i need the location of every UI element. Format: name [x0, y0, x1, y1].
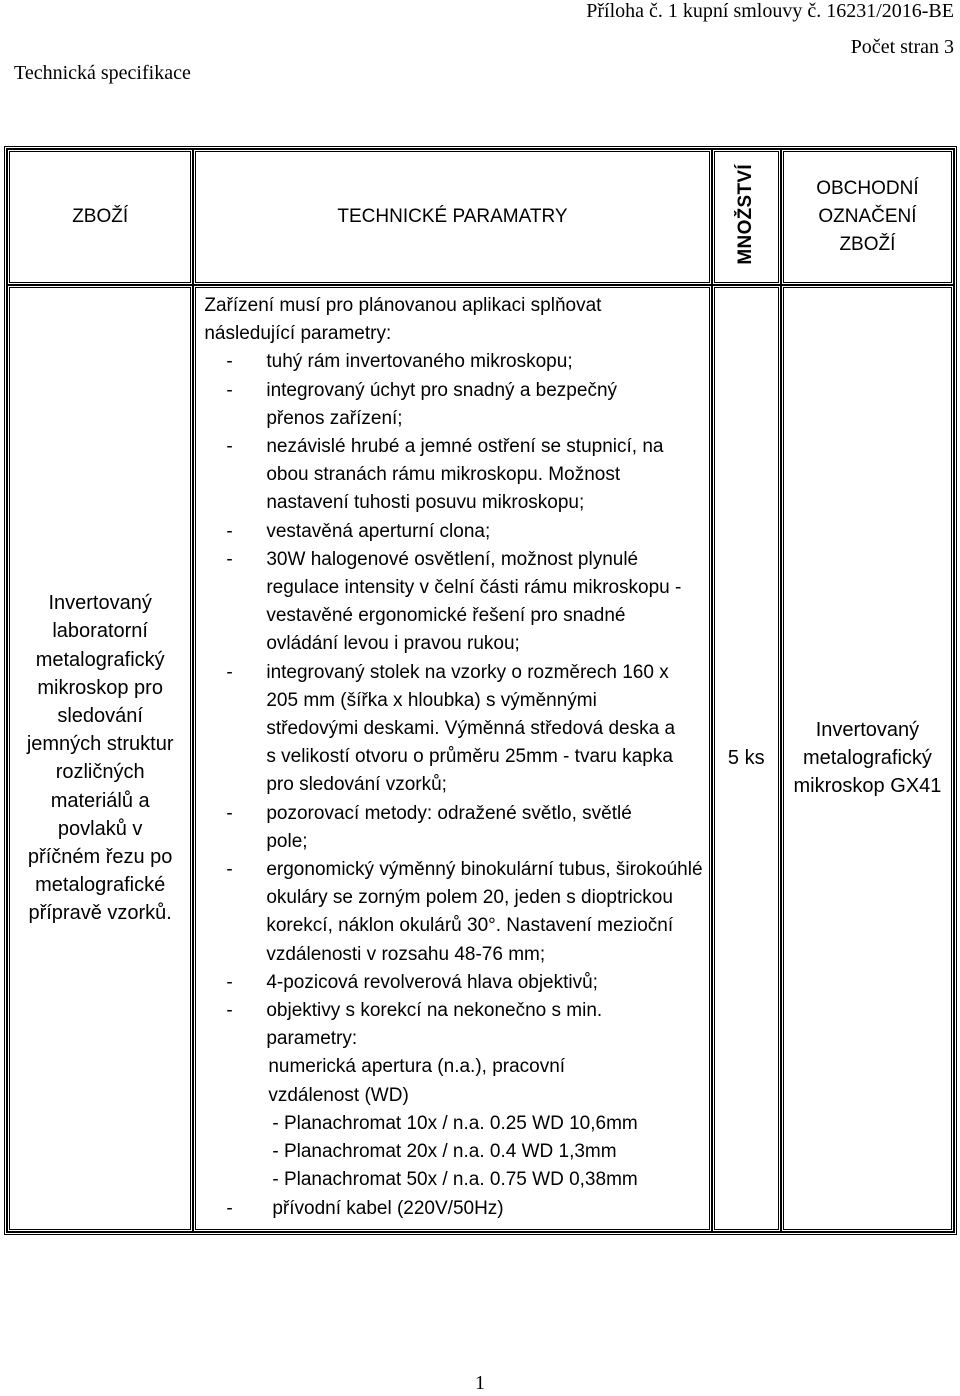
- objectives-note: numerická apertura (n.a.), pracovní vzdálenost (WD): [268, 1056, 566, 1106]
- table-row: [7, 285, 954, 1232]
- list-item: - vestavěná aperturní clona;: [226, 520, 491, 542]
- quantity: [712, 285, 781, 1232]
- quantity-value: 5 ks: [727, 746, 765, 769]
- list-item: - tuhý rám invertovaného mikroskopu;: [226, 351, 573, 373]
- list-item: - ergonomický výměnný binokulární tubus, širokoúhlé okuláry se zorným polem 20, jeden s dioptrickou korekcí, náklon okulárů 30°. Nastavení mezioční vzdálenosti v rozsahu 48-76 mm;: [226, 859, 703, 965]
- specification-table: [4, 146, 957, 1235]
- list-item: - integrovaný stolek na vzorky o rozměrech 160 x 205 mm (šířka x hloubka) s výměnnými středovými deskami. Výměnná středová deska a s velikostí otvoru o průměru 25mm - tvaru kapka pro sledování vzorků;: [226, 661, 676, 796]
- header-goods-label: ZBOŽÍ: [72, 206, 129, 227]
- list-item: - 30W halogenové osvětlení, možnost plynulé regulace intensity v čelní části rámu mikroskopu - vestavěné ergonomické řešení pro snadné ovládání levou i pravou rukou;: [226, 548, 682, 655]
- header-params-label: TECHNICKÉ PARAMATRY: [337, 206, 568, 227]
- goods-description-text: Invertovaný laboratorní metalografický mikroskop pro sledování jemných struktur rozličných materiálů a povlaků v příčném řezu po metalografické přípravě vzorků.: [26, 592, 174, 925]
- goods-description: [7, 285, 193, 1232]
- list-item: - nezávislé hrubé a jemné ostření se stupnicí, na obou stranách rámu mikroskopu. Možnost nastavení tuhosti posuvu mikroskopu;: [226, 436, 664, 514]
- list-item: - přívodní kabel (220V/50Hz): [226, 1197, 504, 1219]
- list-item: - integrovaný úchyt pro snadný a bezpečný přenos zařízení;: [226, 379, 618, 429]
- list-item: - 4-pozicová revolverová hlava objektivů;: [226, 971, 598, 993]
- header-quantity: [712, 149, 781, 285]
- table-header-row: [7, 149, 954, 285]
- trade-name: [781, 285, 954, 1232]
- document-title: Technická specifikace: [14, 62, 191, 84]
- objective-spec: - Planachromat 20x / n.a. 0.4 WD 1,3mm: [272, 1141, 617, 1163]
- list-item: - objektivy s korekcí na nekonečno s min. parametry:: [226, 1000, 603, 1050]
- header-quantity-label: MNOŽSTVÍ: [735, 163, 757, 265]
- header-goods: [7, 149, 193, 285]
- page-count: Počet stran 3: [850, 36, 954, 58]
- params-intro: Zařízení musí pro plánovanou aplikaci splňovat následující parametry:: [204, 295, 602, 345]
- header-trade-name-label: OBCHODNÍ OZNAČENÍ ZBOŽÍ: [816, 178, 919, 255]
- header-params: [193, 149, 711, 285]
- attachment-reference: Příloha č. 1 kupní smlouvy č. 16231/2016-BE: [586, 0, 954, 22]
- objective-spec: - Planachromat 50x / n.a. 0.75 WD 0,38mm: [272, 1169, 638, 1191]
- technical-parameters: [193, 285, 711, 1232]
- params-list: [204, 348, 702, 1053]
- list-item: - pozorovací metody: odražené světlo, světlé pole;: [226, 802, 632, 852]
- page-number: 1: [475, 1372, 485, 1394]
- trade-name-text: Invertovaný metalografický mikroskop GX41: [793, 719, 942, 798]
- objective-spec: - Planachromat 10x / n.a. 0.25 WD 10,6mm: [272, 1112, 638, 1134]
- header-trade-name: [781, 149, 954, 285]
